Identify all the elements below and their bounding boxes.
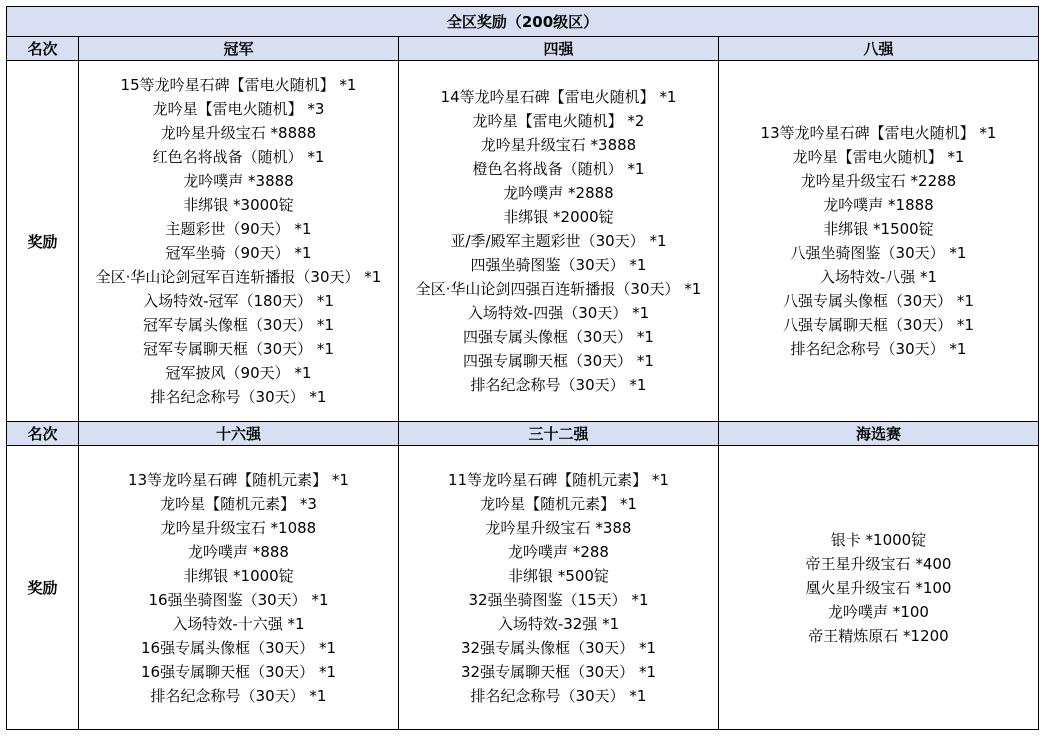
reward-item: 凰火星升级宝石 *100 <box>805 578 952 597</box>
reward-list <box>719 528 1038 648</box>
reward-item: 非绑银 *500锭 <box>508 566 609 585</box>
reward-item: 全区·华山论剑冠军百连斩播报（30天） *1 <box>95 268 382 286</box>
column-header-top4: 四强 <box>399 37 719 61</box>
reward-item: 龙吟噗声 *1888 <box>823 196 934 214</box>
reward-item: 32强专属头像框（30天） *1 <box>461 638 656 657</box>
reward-item: 冠军专属聊天框（30天） *1 <box>143 340 334 358</box>
reward-item: 11等龙吟星石碑【随机元素】 *1 <box>448 470 669 489</box>
reward-item: 八强坐骑图鉴（30天） *1 <box>790 244 967 262</box>
reward-cell-top4 <box>399 61 719 422</box>
title-row <box>7 7 1039 37</box>
reward-item: 冠军专属头像框（30天） *1 <box>143 316 334 334</box>
column-header-top32: 三十二强 <box>399 422 719 446</box>
reward-item: 入场特效-八强 *1 <box>819 268 938 286</box>
reward-item: 龙吟噗声 *288 <box>508 542 609 561</box>
reward-list <box>79 73 398 409</box>
reward-item: 15等龙吟星石碑【雷电火随机】 *1 <box>120 76 357 94</box>
reward-item: 入场特效-十六强 *1 <box>172 614 305 633</box>
reward-item: 四强专属头像框（30天） *1 <box>463 328 654 346</box>
reward-list <box>399 85 718 397</box>
reward-item: 龙吟星【随机元素】 *3 <box>160 494 317 513</box>
column-header-champion: 冠军 <box>79 37 399 61</box>
reward-item: 14等龙吟星石碑【雷电火随机】 *1 <box>440 88 677 106</box>
reward-item: 四强坐骑图鉴（30天） *1 <box>470 256 647 274</box>
reward-list <box>719 121 1038 361</box>
table-title: 全区奖励（200级区） <box>7 7 1039 37</box>
reward-item: 帝王星升级宝石 *400 <box>805 554 952 573</box>
reward-cell-top8 <box>719 61 1039 422</box>
rank-label: 名次 <box>7 37 79 61</box>
reward-item: 非绑银 *2000锭 <box>503 208 614 226</box>
reward-item: 龙吟噗声 *3888 <box>183 172 294 190</box>
reward-item: 龙吟星升级宝石 *2288 <box>800 172 957 190</box>
reward-item: 排名纪念称号（30天） *1 <box>150 686 327 705</box>
reward-label: 奖励 <box>7 446 79 730</box>
reward-item: 入场特效-四强（30天） *1 <box>467 304 650 322</box>
reward-item: 非绑银 *3000锭 <box>183 196 294 214</box>
reward-item: 16强专属头像框（30天） *1 <box>141 638 336 657</box>
reward-item: 冠军披风（90天） *1 <box>165 364 312 382</box>
reward-item: 入场特效-冠军（180天） *1 <box>143 292 334 310</box>
reward-list <box>79 468 398 708</box>
reward-item: 排名纪念称号（30天） *1 <box>790 340 967 358</box>
rank-header-row <box>7 422 1039 446</box>
reward-item: 八强专属聊天框（30天） *1 <box>783 316 974 334</box>
reward-item: 排名纪念称号（30天） *1 <box>470 376 647 394</box>
reward-row <box>7 446 1039 730</box>
reward-item: 16强专属聊天框（30天） *1 <box>141 662 336 681</box>
reward-item: 32强专属聊天框（30天） *1 <box>461 662 656 681</box>
reward-item: 龙吟噗声 *2888 <box>503 184 614 202</box>
reward-item: 非绑银 *1000锭 <box>183 566 294 585</box>
reward-item: 13等龙吟星石碑【雷电火随机】 *1 <box>760 124 997 142</box>
reward-item: 入场特效-32强 *1 <box>497 614 620 633</box>
reward-item: 八强专属头像框（30天） *1 <box>783 292 974 310</box>
reward-item: 排名纪念称号（30天） *1 <box>470 686 647 705</box>
reward-item: 龙吟星【雷电火随机】 *2 <box>472 112 645 130</box>
column-header-top16: 十六强 <box>79 422 399 446</box>
reward-item: 全区·华山论剑四强百连斩播报（30天） *1 <box>415 280 702 298</box>
reward-item: 龙吟噗声 *888 <box>188 542 289 561</box>
reward-item: 龙吟噗声 *100 <box>828 602 929 621</box>
reward-item: 帝王精炼原石 *1200 <box>808 626 949 645</box>
reward-item: 主题彩世（90天） *1 <box>165 220 312 238</box>
reward-item: 32强坐骑图鉴（15天） *1 <box>468 590 649 609</box>
reward-item: 龙吟星升级宝石 *388 <box>485 518 632 537</box>
reward-cell-champion <box>79 61 399 422</box>
reward-cell-qualifier <box>719 446 1039 730</box>
reward-item: 银卡 *1000锭 <box>830 530 927 549</box>
reward-item: 龙吟星升级宝石 *1088 <box>160 518 317 537</box>
reward-item: 橙色名将战备（随机） *1 <box>472 160 645 178</box>
reward-item: 龙吟星升级宝石 *8888 <box>160 124 317 142</box>
reward-item: 龙吟星【雷电火随机】 *3 <box>152 100 325 118</box>
reward-item: 非绑银 *1500锭 <box>823 220 934 238</box>
reward-item: 红色名将战备（随机） *1 <box>152 148 325 166</box>
rank-label: 名次 <box>7 422 79 446</box>
reward-item: 16强坐骑图鉴（30天） *1 <box>148 590 329 609</box>
reward-item: 亚/季/殿军主题彩世（30天） *1 <box>450 232 667 250</box>
column-header-top8: 八强 <box>719 37 1039 61</box>
rewards-table <box>6 6 1039 730</box>
reward-label: 奖励 <box>7 61 79 422</box>
reward-list <box>399 468 718 708</box>
reward-row <box>7 61 1039 422</box>
reward-item: 龙吟星升级宝石 *3888 <box>480 136 637 154</box>
reward-item: 四强专属聊天框（30天） *1 <box>463 352 654 370</box>
reward-item: 龙吟星【雷电火随机】 *1 <box>792 148 965 166</box>
rank-header-row <box>7 37 1039 61</box>
reward-item: 排名纪念称号（30天） *1 <box>150 388 327 406</box>
reward-item: 13等龙吟星石碑【随机元素】 *1 <box>128 470 349 489</box>
reward-cell-top32 <box>399 446 719 730</box>
reward-item: 龙吟星【随机元素】 *1 <box>480 494 637 513</box>
reward-cell-top16 <box>79 446 399 730</box>
column-header-qualifier: 海选赛 <box>719 422 1039 446</box>
reward-item: 冠军坐骑（90天） *1 <box>165 244 312 262</box>
